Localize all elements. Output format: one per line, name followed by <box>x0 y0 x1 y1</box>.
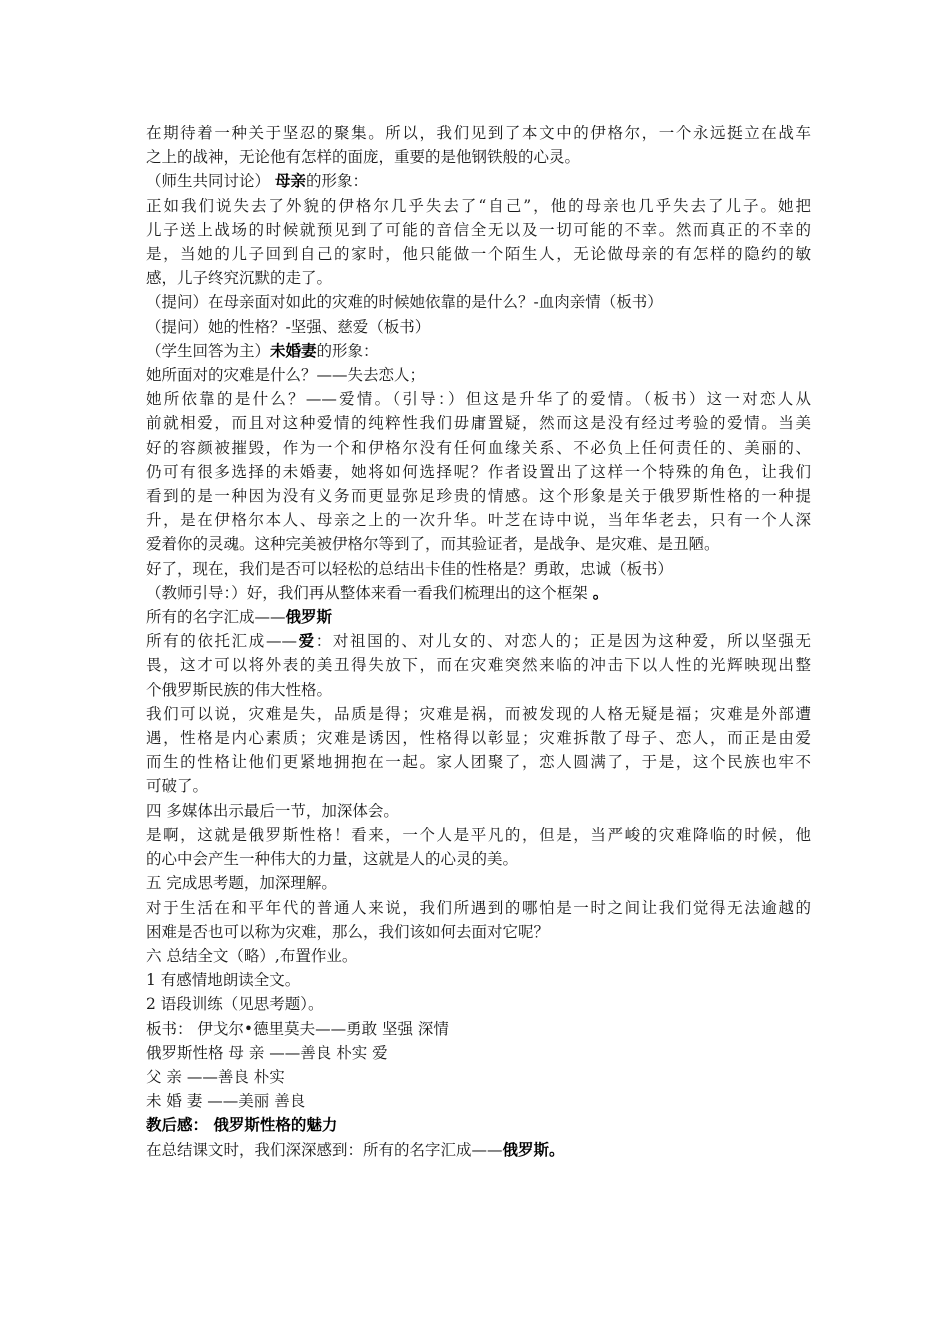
text-line <box>146 992 811 1016</box>
text-run: （学生回答为主） <box>146 341 271 360</box>
text-line <box>146 436 811 460</box>
text-run: 板书： 伊戈尔•德里莫夫——勇敢 坚强 深情 <box>146 1019 449 1038</box>
text-run: 好的容颜被摧毁，作为一个和伊格尔没有任何血缘关系、不必负上任何责任的、美丽的、 <box>146 438 811 457</box>
text-line <box>146 1041 811 1065</box>
text-run: 儿子送上战场的时候就预见到了可能的音信全无以及一切可能的不幸。然而真正的不幸的 <box>146 220 811 239</box>
text-line <box>146 242 811 266</box>
text-run: 六 总结全文（略）,布置作业。 <box>146 946 358 965</box>
text-line <box>146 363 811 387</box>
text-run: （提问）她的性格？-坚强、慈爱（板书） <box>146 317 431 336</box>
text-run: 俄罗斯性格 母 亲 ——善良 朴实 爱 <box>146 1043 388 1062</box>
text-line <box>146 484 811 508</box>
text-line <box>146 508 811 532</box>
text-line <box>146 266 811 290</box>
text-line <box>146 557 811 581</box>
text-run: 畏，这才可以将外表的美丑得失放下，而在灾难突然来临的冲击下以人性的光辉映现出整 <box>146 656 811 675</box>
text-run: 是，当她的儿子回到自己的家时，他只能做一个陌生人，无论做母亲的有怎样的隐约的敏 <box>146 245 811 264</box>
bold-text: 母亲 <box>274 171 306 191</box>
text-run: 爱着你的灵魂。这种完美被伊格尔等到了，而其验证者，是战争、是灾难、是丑陋。 <box>146 535 720 554</box>
text-run: 她所面对的灾难是什么？——失去恋人； <box>146 366 426 385</box>
text-line <box>146 605 811 629</box>
text-run: 的形象： <box>316 341 379 360</box>
bold-text: 未婚妻 <box>270 340 317 360</box>
text-line <box>146 145 811 169</box>
text-run: 的心中会产生一种伟大的力量，这就是人的心灵的美。 <box>146 850 519 869</box>
text-run: 对于生活在和平年代的普通人来说，我们所遇到的哪怕是一时之间让我们觉得无法逾越的 <box>146 898 811 917</box>
text-line <box>146 339 811 363</box>
document-page <box>146 121 811 1162</box>
bold-text: 爱 <box>296 631 316 651</box>
text-run: 她所依靠的是什么？——爱情。（引导：）但这是升华了的爱情。（板书）这一对恋人从 <box>146 390 811 409</box>
text-line <box>146 702 811 726</box>
text-run: ：对祖国的、对儿女的、对恋人的；正是因为这种爱，所以坚强无 <box>315 632 811 651</box>
bold-text: 俄罗斯 <box>285 607 333 627</box>
text-run: 未 婚 妻 ——美丽 善良 <box>146 1092 306 1111</box>
text-run: 前就相爱，而且对这种爱情的纯粹性我们毋庸置疑，然而这是没有经过考验的爱情。当美 <box>146 414 811 433</box>
text-line <box>146 411 811 435</box>
text-line <box>146 799 811 823</box>
text-line <box>146 460 811 484</box>
text-run: 困难是否也可以称为灾难，那么，我们该如何去面对它呢？ <box>146 922 550 941</box>
text-run: 在总结课文时，我们深深感到：所有的名字汇成—— <box>146 1140 503 1159</box>
text-run: 看到的是一种因为没有义务而更显弥足珍贵的情感。这个形象是关于俄罗斯性格的一种提 <box>146 487 811 506</box>
text-run: 之上的战神，无论他有怎样的面庞，重要的是他钢铁般的心灵。 <box>146 148 581 167</box>
text-run: 好了，现在，我们是否可以轻松的总结出卡佳的性格是？勇敢，忠诚（板书） <box>146 559 674 578</box>
text-line <box>146 1113 811 1137</box>
text-run: 升，是在伊格尔本人、母亲之上的一次升华。叶芝在诗中说，当年华老去，只有一个人深 <box>146 511 811 530</box>
text-line <box>146 194 811 218</box>
text-line <box>146 532 811 556</box>
text-run: 2 语段训练（见思考题）。 <box>146 995 324 1014</box>
text-line <box>146 581 811 605</box>
text-run: 在期待着一种关于坚忍的聚集。所以，我们见到了本文中的伊格尔，一个永远挺立在战车 <box>146 124 811 142</box>
text-run: 所有的名字汇成—— <box>146 608 286 627</box>
text-run: 个俄罗斯民族的伟大性格。 <box>146 680 333 699</box>
text-run: 的形象： <box>305 172 368 191</box>
text-run: 所有的依托汇成—— <box>146 632 297 651</box>
bold-text: 俄罗斯。 <box>502 1139 565 1159</box>
text-line <box>146 847 811 871</box>
text-line <box>146 653 811 677</box>
text-line <box>146 726 811 750</box>
text-run: （提问）在母亲面对如此的灾难的时候她依靠的是什么？-血肉亲情（板书） <box>146 293 663 312</box>
text-line <box>146 1089 811 1113</box>
text-run: （师生共同讨论） <box>146 172 275 191</box>
text-line <box>146 290 811 314</box>
text-run: 四 多媒体出示最后一节，加深体会。 <box>146 801 399 820</box>
text-line <box>146 871 811 895</box>
text-line <box>146 315 811 339</box>
bold-text: 。 <box>592 582 609 602</box>
text-line <box>146 920 811 944</box>
text-line <box>146 169 811 193</box>
text-line <box>146 774 811 798</box>
text-line <box>146 121 811 145</box>
text-line <box>146 218 811 242</box>
text-run: 是啊，这就是俄罗斯性格！看来，一个人是平凡的，但是，当严峻的灾难降临的时候，他 <box>146 825 811 844</box>
text-run: 遇，性格是内心素质；灾难是诱因，性格得以彰显；灾难拆散了母子、恋人，而正是由爱 <box>146 729 811 748</box>
text-line <box>146 968 811 992</box>
text-line <box>146 1065 811 1089</box>
text-line <box>146 1017 811 1041</box>
text-run: 1 有感情地朗读全文。 <box>146 971 301 990</box>
text-run: 五 完成思考题，加深理解。 <box>146 874 337 893</box>
text-line <box>146 1138 811 1162</box>
text-run: 感，儿子终究沉默的走了。 <box>146 269 333 288</box>
text-run: 正如我们说失去了外貌的伊格尔几乎失去了“自己”，他的母亲也几乎失去了儿子。她把 <box>146 196 811 215</box>
text-run: 可破了。 <box>146 777 209 796</box>
text-run: 而生的性格让他们更紧地拥抱在一起。家人团聚了，恋人圆满了，于是，这个民族也牢不 <box>146 753 811 772</box>
text-run: 仍可有很多选择的未婚妻，她将如何选择呢？作者设置出了这样一个特殊的角色，让我们 <box>146 462 811 481</box>
text-run: 父 亲 ——善良 朴实 <box>146 1067 285 1086</box>
text-line <box>146 387 811 411</box>
bold-text: 教后感： 俄罗斯性格的魅力 <box>146 1115 338 1135</box>
text-line <box>146 944 811 968</box>
text-line <box>146 896 811 920</box>
text-run: （教师引导：）好，我们再从整体来看一看我们梳理出的这个框架 <box>146 583 593 602</box>
text-run: 我们可以说，灾难是失，品质是得；灾难是祸，而被发现的人格无疑是福；灾难是外部遭 <box>146 704 811 723</box>
text-line <box>146 629 811 653</box>
text-line <box>146 823 811 847</box>
text-line <box>146 678 811 702</box>
text-line <box>146 750 811 774</box>
